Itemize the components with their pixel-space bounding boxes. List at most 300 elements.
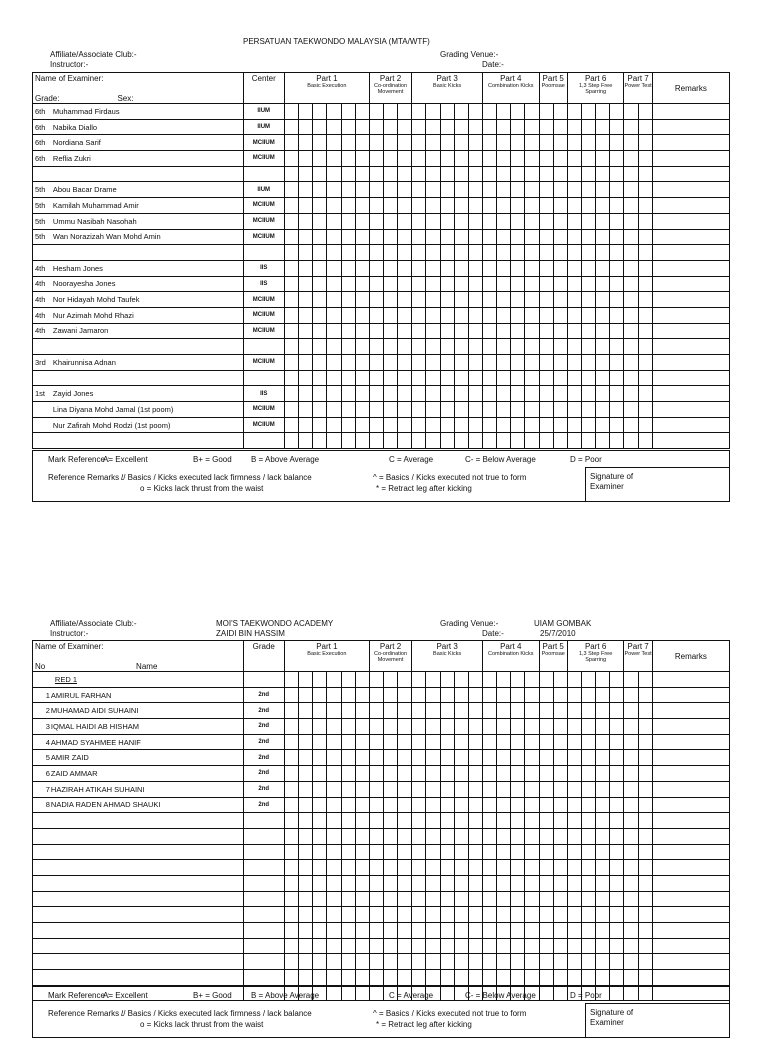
score-cell[interactable] [567, 104, 581, 120]
score-cell[interactable] [511, 844, 525, 860]
score-cell[interactable] [581, 119, 595, 135]
score-cell[interactable] [624, 166, 638, 182]
score-cell[interactable] [398, 844, 412, 860]
score-cell[interactable] [468, 151, 482, 167]
score-cell[interactable] [567, 719, 581, 735]
score-cell[interactable] [638, 339, 652, 355]
score-cell[interactable] [440, 923, 454, 939]
score-cell[interactable] [497, 119, 511, 135]
score-cell[interactable] [553, 229, 567, 245]
score-cell[interactable] [624, 970, 638, 986]
score-cell[interactable] [327, 355, 341, 371]
score-cell[interactable] [369, 292, 383, 308]
score-cell[interactable] [539, 260, 553, 276]
score-cell[interactable] [383, 672, 397, 688]
score-cell[interactable] [567, 703, 581, 719]
score-cell[interactable] [610, 954, 624, 970]
score-cell[interactable] [398, 813, 412, 829]
score-cell[interactable] [327, 813, 341, 829]
score-cell[interactable] [553, 292, 567, 308]
score-cell[interactable] [525, 923, 539, 939]
score-cell[interactable] [327, 860, 341, 876]
score-cell[interactable] [299, 307, 313, 323]
score-cell[interactable] [596, 766, 610, 782]
score-cell[interactable] [440, 198, 454, 214]
score-cell[interactable] [327, 970, 341, 986]
score-cell[interactable] [581, 672, 595, 688]
score-cell[interactable] [525, 104, 539, 120]
score-cell[interactable] [355, 135, 369, 151]
score-cell[interactable] [525, 260, 539, 276]
score-cell[interactable] [482, 433, 496, 449]
score-cell[interactable] [454, 245, 468, 261]
score-cell[interactable] [327, 719, 341, 735]
score-cell[interactable] [284, 402, 298, 418]
score-cell[interactable] [284, 844, 298, 860]
score-cell[interactable] [567, 260, 581, 276]
score-cell[interactable] [398, 307, 412, 323]
score-cell[interactable] [497, 182, 511, 198]
score-cell[interactable] [624, 875, 638, 891]
score-cell[interactable] [525, 703, 539, 719]
score-cell[interactable] [454, 750, 468, 766]
score-cell[interactable] [355, 229, 369, 245]
score-cell[interactable] [313, 370, 327, 386]
score-cell[interactable] [369, 703, 383, 719]
score-cell[interactable] [624, 907, 638, 923]
score-cell[interactable] [525, 292, 539, 308]
score-cell[interactable] [440, 229, 454, 245]
score-cell[interactable] [482, 750, 496, 766]
score-cell[interactable] [525, 672, 539, 688]
score-cell[interactable] [313, 907, 327, 923]
score-cell[interactable] [299, 417, 313, 433]
score-cell[interactable] [525, 135, 539, 151]
score-cell[interactable] [383, 213, 397, 229]
score-cell[interactable] [553, 923, 567, 939]
score-cell[interactable] [284, 781, 298, 797]
score-cell[interactable] [553, 104, 567, 120]
remarks-cell[interactable] [652, 766, 729, 782]
score-cell[interactable] [355, 166, 369, 182]
score-cell[interactable] [581, 828, 595, 844]
score-cell[interactable] [426, 370, 440, 386]
score-cell[interactable] [299, 402, 313, 418]
score-cell[interactable] [440, 844, 454, 860]
score-cell[interactable] [299, 954, 313, 970]
score-cell[interactable] [341, 260, 355, 276]
score-cell[interactable] [327, 844, 341, 860]
score-cell[interactable] [284, 198, 298, 214]
score-cell[interactable] [369, 417, 383, 433]
score-cell[interactable] [553, 672, 567, 688]
score-cell[interactable] [482, 104, 496, 120]
score-cell[interactable] [383, 954, 397, 970]
score-cell[interactable] [284, 672, 298, 688]
score-cell[interactable] [327, 135, 341, 151]
score-cell[interactable] [525, 355, 539, 371]
score-cell[interactable] [638, 135, 652, 151]
score-cell[interactable] [553, 370, 567, 386]
score-cell[interactable] [341, 875, 355, 891]
score-cell[interactable] [468, 891, 482, 907]
score-cell[interactable] [482, 923, 496, 939]
score-cell[interactable] [299, 687, 313, 703]
score-cell[interactable] [468, 307, 482, 323]
score-cell[interactable] [369, 433, 383, 449]
score-cell[interactable] [369, 687, 383, 703]
score-cell[interactable] [511, 182, 525, 198]
score-cell[interactable] [355, 386, 369, 402]
score-cell[interactable] [525, 781, 539, 797]
score-cell[interactable] [440, 766, 454, 782]
score-cell[interactable] [355, 339, 369, 355]
score-cell[interactable] [284, 813, 298, 829]
score-cell[interactable] [313, 687, 327, 703]
score-cell[interactable] [383, 260, 397, 276]
score-cell[interactable] [567, 339, 581, 355]
score-cell[interactable] [454, 938, 468, 954]
score-cell[interactable] [482, 844, 496, 860]
score-cell[interactable] [581, 104, 595, 120]
score-cell[interactable] [482, 938, 496, 954]
score-cell[interactable] [624, 891, 638, 907]
score-cell[interactable] [454, 687, 468, 703]
score-cell[interactable] [327, 687, 341, 703]
score-cell[interactable] [355, 875, 369, 891]
score-cell[interactable] [383, 229, 397, 245]
score-cell[interactable] [581, 182, 595, 198]
score-cell[interactable] [398, 182, 412, 198]
score-cell[interactable] [539, 370, 553, 386]
score-cell[interactable] [638, 860, 652, 876]
score-cell[interactable] [426, 245, 440, 261]
score-cell[interactable] [596, 734, 610, 750]
score-cell[interactable] [539, 307, 553, 323]
score-cell[interactable] [624, 734, 638, 750]
score-cell[interactable] [610, 860, 624, 876]
score-cell[interactable] [638, 119, 652, 135]
score-cell[interactable] [398, 672, 412, 688]
score-cell[interactable] [426, 104, 440, 120]
score-cell[interactable] [468, 370, 482, 386]
score-cell[interactable] [412, 766, 426, 782]
score-cell[interactable] [567, 323, 581, 339]
score-cell[interactable] [355, 687, 369, 703]
score-cell[interactable] [539, 433, 553, 449]
score-cell[interactable] [553, 687, 567, 703]
score-cell[interactable] [369, 307, 383, 323]
score-cell[interactable] [284, 323, 298, 339]
score-cell[interactable] [638, 970, 652, 986]
score-cell[interactable] [539, 750, 553, 766]
score-cell[interactable] [327, 417, 341, 433]
score-cell[interactable] [610, 687, 624, 703]
score-cell[interactable] [624, 813, 638, 829]
score-cell[interactable] [468, 339, 482, 355]
score-cell[interactable] [355, 813, 369, 829]
remarks-cell[interactable] [652, 750, 729, 766]
score-cell[interactable] [426, 260, 440, 276]
score-cell[interactable] [299, 828, 313, 844]
score-cell[interactable] [581, 813, 595, 829]
score-cell[interactable] [482, 781, 496, 797]
score-cell[interactable] [468, 687, 482, 703]
score-cell[interactable] [581, 907, 595, 923]
score-cell[interactable] [398, 891, 412, 907]
score-cell[interactable] [497, 907, 511, 923]
score-cell[interactable] [412, 292, 426, 308]
remarks-cell[interactable] [652, 119, 729, 135]
remarks-cell[interactable] [652, 703, 729, 719]
score-cell[interactable] [369, 766, 383, 782]
score-cell[interactable] [440, 891, 454, 907]
score-cell[interactable] [624, 135, 638, 151]
score-cell[interactable] [596, 323, 610, 339]
score-cell[interactable] [299, 750, 313, 766]
score-cell[interactable] [553, 844, 567, 860]
score-cell[interactable] [355, 766, 369, 782]
score-cell[interactable] [539, 166, 553, 182]
score-cell[interactable] [299, 229, 313, 245]
score-cell[interactable] [567, 182, 581, 198]
score-cell[interactable] [299, 703, 313, 719]
remarks-cell[interactable] [652, 307, 729, 323]
score-cell[interactable] [638, 766, 652, 782]
score-cell[interactable] [482, 672, 496, 688]
score-cell[interactable] [596, 402, 610, 418]
score-cell[interactable] [482, 797, 496, 813]
score-cell[interactable] [468, 386, 482, 402]
score-cell[interactable] [525, 245, 539, 261]
score-cell[interactable] [369, 213, 383, 229]
score-cell[interactable] [440, 307, 454, 323]
score-cell[interactable] [553, 797, 567, 813]
score-cell[interactable] [581, 198, 595, 214]
score-cell[interactable] [369, 907, 383, 923]
score-cell[interactable] [497, 213, 511, 229]
score-cell[interactable] [610, 198, 624, 214]
score-cell[interactable] [454, 828, 468, 844]
score-cell[interactable] [539, 213, 553, 229]
score-cell[interactable] [369, 276, 383, 292]
score-cell[interactable] [341, 119, 355, 135]
score-cell[interactable] [440, 907, 454, 923]
score-cell[interactable] [440, 166, 454, 182]
score-cell[interactable] [511, 672, 525, 688]
score-cell[interactable] [412, 370, 426, 386]
score-cell[interactable] [525, 276, 539, 292]
score-cell[interactable] [539, 970, 553, 986]
score-cell[interactable] [511, 339, 525, 355]
score-cell[interactable] [553, 781, 567, 797]
score-cell[interactable] [383, 875, 397, 891]
score-cell[interactable] [596, 182, 610, 198]
score-cell[interactable] [567, 135, 581, 151]
score-cell[interactable] [299, 734, 313, 750]
score-cell[interactable] [313, 135, 327, 151]
score-cell[interactable] [412, 844, 426, 860]
score-cell[interactable] [383, 938, 397, 954]
score-cell[interactable] [398, 719, 412, 735]
score-cell[interactable] [468, 402, 482, 418]
score-cell[interactable] [624, 954, 638, 970]
score-cell[interactable] [369, 813, 383, 829]
score-cell[interactable] [355, 703, 369, 719]
score-cell[interactable] [284, 276, 298, 292]
score-cell[interactable] [355, 860, 369, 876]
score-cell[interactable] [511, 276, 525, 292]
score-cell[interactable] [355, 891, 369, 907]
score-cell[interactable] [511, 954, 525, 970]
score-cell[interactable] [567, 875, 581, 891]
score-cell[interactable] [525, 875, 539, 891]
score-cell[interactable] [539, 860, 553, 876]
score-cell[interactable] [440, 875, 454, 891]
score-cell[interactable] [313, 104, 327, 120]
score-cell[interactable] [610, 229, 624, 245]
score-cell[interactable] [440, 813, 454, 829]
score-cell[interactable] [539, 923, 553, 939]
score-cell[interactable] [624, 151, 638, 167]
score-cell[interactable] [313, 260, 327, 276]
score-cell[interactable] [440, 292, 454, 308]
score-cell[interactable] [383, 719, 397, 735]
score-cell[interactable] [313, 355, 327, 371]
score-cell[interactable] [398, 323, 412, 339]
score-cell[interactable] [299, 907, 313, 923]
score-cell[interactable] [525, 766, 539, 782]
score-cell[interactable] [412, 938, 426, 954]
score-cell[interactable] [426, 339, 440, 355]
score-cell[interactable] [638, 370, 652, 386]
score-cell[interactable] [539, 813, 553, 829]
score-cell[interactable] [341, 402, 355, 418]
score-cell[interactable] [468, 245, 482, 261]
score-cell[interactable] [383, 750, 397, 766]
score-cell[interactable] [581, 245, 595, 261]
score-cell[interactable] [511, 417, 525, 433]
score-cell[interactable] [355, 104, 369, 120]
score-cell[interactable] [511, 370, 525, 386]
score-cell[interactable] [426, 781, 440, 797]
score-cell[interactable] [412, 860, 426, 876]
score-cell[interactable] [596, 954, 610, 970]
score-cell[interactable] [313, 229, 327, 245]
score-cell[interactable] [497, 260, 511, 276]
remarks-cell[interactable] [652, 386, 729, 402]
score-cell[interactable] [497, 766, 511, 782]
score-cell[interactable] [383, 970, 397, 986]
score-cell[interactable] [426, 355, 440, 371]
score-cell[interactable] [497, 844, 511, 860]
score-cell[interactable] [426, 797, 440, 813]
score-cell[interactable] [454, 402, 468, 418]
score-cell[interactable] [482, 386, 496, 402]
remarks-cell[interactable] [652, 891, 729, 907]
score-cell[interactable] [624, 828, 638, 844]
score-cell[interactable] [398, 402, 412, 418]
score-cell[interactable] [610, 719, 624, 735]
score-cell[interactable] [638, 687, 652, 703]
score-cell[interactable] [398, 907, 412, 923]
score-cell[interactable] [355, 245, 369, 261]
score-cell[interactable] [454, 954, 468, 970]
score-cell[interactable] [567, 292, 581, 308]
score-cell[interactable] [355, 292, 369, 308]
score-cell[interactable] [341, 750, 355, 766]
score-cell[interactable] [596, 213, 610, 229]
score-cell[interactable] [482, 276, 496, 292]
score-cell[interactable] [383, 182, 397, 198]
score-cell[interactable] [497, 166, 511, 182]
score-cell[interactable] [482, 119, 496, 135]
score-cell[interactable] [440, 386, 454, 402]
score-cell[interactable] [553, 386, 567, 402]
remarks-cell[interactable] [652, 907, 729, 923]
score-cell[interactable] [299, 104, 313, 120]
score-cell[interactable] [596, 370, 610, 386]
score-cell[interactable] [355, 907, 369, 923]
score-cell[interactable] [454, 355, 468, 371]
score-cell[interactable] [525, 370, 539, 386]
score-cell[interactable] [581, 719, 595, 735]
score-cell[interactable] [355, 213, 369, 229]
score-cell[interactable] [284, 386, 298, 402]
remarks-cell[interactable] [652, 417, 729, 433]
score-cell[interactable] [412, 260, 426, 276]
score-cell[interactable] [284, 260, 298, 276]
score-cell[interactable] [553, 417, 567, 433]
score-cell[interactable] [284, 213, 298, 229]
score-cell[interactable] [284, 151, 298, 167]
score-cell[interactable] [341, 954, 355, 970]
score-cell[interactable] [369, 323, 383, 339]
score-cell[interactable] [581, 307, 595, 323]
score-cell[interactable] [581, 433, 595, 449]
score-cell[interactable] [383, 687, 397, 703]
remarks-cell[interactable] [652, 104, 729, 120]
score-cell[interactable] [567, 781, 581, 797]
score-cell[interactable] [553, 151, 567, 167]
score-cell[interactable] [355, 417, 369, 433]
score-cell[interactable] [638, 229, 652, 245]
score-cell[interactable] [553, 734, 567, 750]
score-cell[interactable] [553, 166, 567, 182]
score-cell[interactable] [426, 182, 440, 198]
score-cell[interactable] [511, 213, 525, 229]
score-cell[interactable] [553, 433, 567, 449]
score-cell[interactable] [610, 907, 624, 923]
score-cell[interactable] [525, 860, 539, 876]
score-cell[interactable] [299, 166, 313, 182]
score-cell[interactable] [412, 229, 426, 245]
score-cell[interactable] [284, 875, 298, 891]
score-cell[interactable] [398, 417, 412, 433]
score-cell[interactable] [638, 198, 652, 214]
remarks-cell[interactable] [652, 355, 729, 371]
score-cell[interactable] [369, 954, 383, 970]
score-cell[interactable] [299, 135, 313, 151]
score-cell[interactable] [596, 813, 610, 829]
score-cell[interactable] [327, 151, 341, 167]
score-cell[interactable] [398, 104, 412, 120]
score-cell[interactable] [454, 166, 468, 182]
score-cell[interactable] [355, 307, 369, 323]
score-cell[interactable] [638, 734, 652, 750]
score-cell[interactable] [341, 970, 355, 986]
remarks-cell[interactable] [652, 954, 729, 970]
